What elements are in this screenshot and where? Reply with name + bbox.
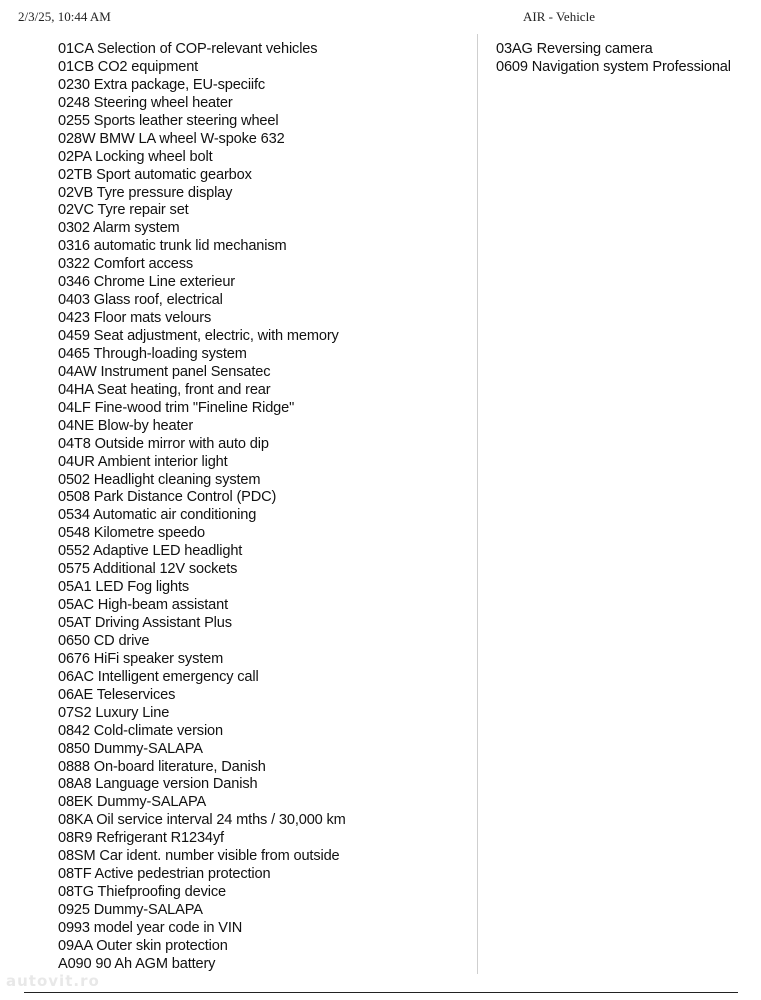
equipment-item: 0502 Headlight cleaning system (58, 471, 261, 488)
equipment-item: 0925 Dummy-SALAPA (58, 902, 203, 918)
equipment-item: 06AE Teleservices (58, 686, 176, 703)
equipment-item: 04HA Seat heating, front and rear (58, 381, 271, 398)
equipment-item: 0248 Steering wheel heater (58, 94, 233, 111)
equipment-item: 0230 Extra package, EU-speciifc (58, 76, 266, 93)
watermark: autovit.ro (6, 972, 100, 990)
equipment-item: 028W BMW LA wheel W-spoke 632 (58, 130, 285, 147)
equipment-item: A090 90 Ah AGM battery (58, 955, 216, 972)
equipment-item: 0508 Park Distance Control (PDC) (58, 489, 277, 506)
equipment-item: 07S2 Luxury Line (58, 704, 170, 721)
equipment-item: 0346 Chrome Line exterieur (58, 274, 236, 291)
equipment-item: 08TG Thiefproofing device (58, 884, 226, 901)
equipment-item: 08R9 Refrigerant R1234yf (58, 830, 224, 847)
equipment-list-right (496, 41, 731, 77)
bottom-rule (24, 992, 738, 993)
equipment-item: 02VB Tyre pressure display (58, 184, 233, 201)
equipment-item: 06AC Intelligent emergency call (58, 668, 259, 685)
document-title: AIR - Vehicle (523, 9, 595, 24)
equipment-item: 0534 Automatic air conditioning (58, 507, 257, 524)
equipment-item: 0423 Floor mats velours (58, 310, 212, 327)
equipment-item: 01CA Selection of COP-relevant vehicles (58, 41, 318, 57)
equipment-item: 0465 Through-loading system (58, 345, 247, 362)
equipment-item: 0850 Dummy-SALAPA (58, 740, 203, 757)
equipment-item: 0575 Additional 12V sockets (58, 561, 238, 578)
equipment-item: 03AG Reversing camera (496, 41, 653, 57)
equipment-item: 08A8 Language version Danish (58, 776, 258, 793)
equipment-item: 02VC Tyre repair set (58, 202, 189, 219)
equipment-item: 08EK Dummy-SALAPA (58, 794, 207, 811)
equipment-item: 0322 Comfort access (58, 256, 194, 273)
equipment-item: 0650 CD drive (58, 632, 150, 649)
equipment-item: 04UR Ambient interior light (58, 453, 228, 470)
equipment-item: 09AA Outer skin protection (58, 937, 228, 954)
equipment-item: 0609 Navigation system Professional (496, 58, 731, 75)
equipment-item: 04LF Fine-wood trim "Fineline Ridge" (58, 399, 295, 416)
equipment-list-left (58, 41, 346, 974)
column-divider (477, 34, 478, 974)
equipment-item: 0993 model year code in VIN (58, 919, 243, 936)
equipment-item: 05AC High-beam assistant (58, 597, 228, 614)
equipment-item: 0403 Glass roof, electrical (58, 292, 223, 309)
print-datetime: 2/3/25, 10:44 AM (18, 9, 111, 24)
equipment-item: 02PA Locking wheel bolt (58, 148, 213, 165)
equipment-item: 04NE Blow-by heater (58, 417, 194, 434)
equipment-item: 0316 automatic trunk lid mechanism (58, 238, 287, 255)
equipment-item: 01CB CO2 equipment (58, 58, 199, 75)
equipment-item: 08KA Oil service interval 24 mths / 30,000 km (58, 812, 346, 829)
equipment-item: 0676 HiFi speaker system (58, 650, 224, 667)
equipment-item: 0888 On-board literature, Danish (58, 758, 266, 775)
equipment-item: 04AW Instrument panel Sensatec (58, 363, 271, 380)
equipment-item: 0552 Adaptive LED headlight (58, 543, 243, 560)
equipment-item: 08SM Car ident. number visible from outside (58, 848, 340, 865)
equipment-item: 0548 Kilometre speedo (58, 525, 205, 542)
equipment-item: 0842 Cold-climate version (58, 722, 223, 739)
equipment-item: 0459 Seat adjustment, electric, with memory (58, 328, 339, 344)
equipment-item: 0302 Alarm system (58, 220, 180, 237)
equipment-item: 08TF Active pedestrian protection (58, 866, 271, 883)
equipment-item: 02TB Sport automatic gearbox (58, 166, 252, 183)
equipment-item: 0255 Sports leather steering wheel (58, 112, 279, 129)
equipment-item: 05A1 LED Fog lights (58, 579, 190, 596)
equipment-item: 04T8 Outside mirror with auto dip (58, 435, 269, 452)
equipment-item: 05AT Driving Assistant Plus (58, 615, 232, 631)
